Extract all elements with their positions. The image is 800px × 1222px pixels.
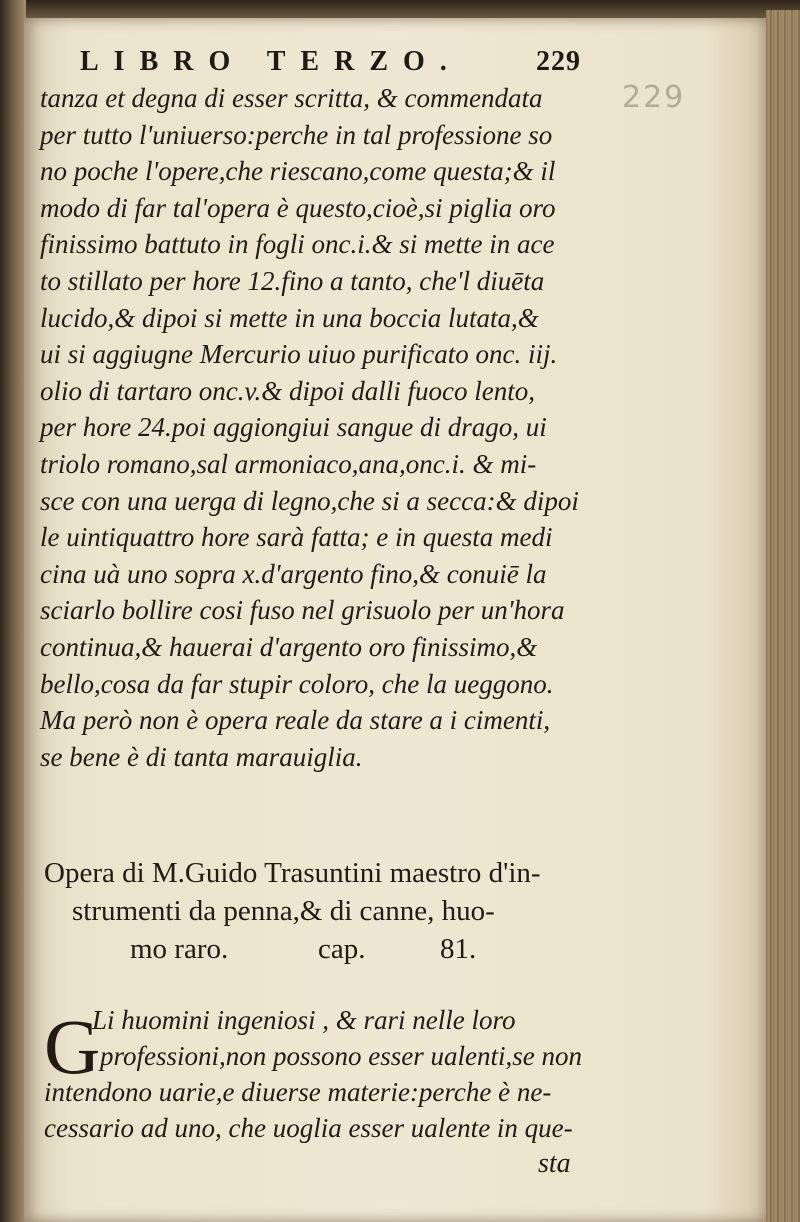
body-line: finissimo battuto in fogli onc.i.& si mette in ace: [40, 229, 555, 260]
body-line: per tutto l'uniuerso:perche in tal professione so: [40, 119, 553, 150]
page-number: 229: [536, 46, 581, 77]
chapter-title-line-3b: cap.: [318, 933, 366, 965]
chapter-body-line-1: Li huomini ingeniosi , & rari nelle loro: [92, 1005, 516, 1035]
catchword: sta: [538, 1148, 571, 1179]
body-line: tanza et degna di esser scritta, & commendata: [40, 83, 543, 113]
body-line: bello,cosa da far stupir coloro, che la ueggono.: [40, 668, 554, 699]
body-line: continua,& hauerai d'argento oro finissimo,&: [40, 632, 538, 662]
chapter-body-line-3: intendono uarie,e diuerse materie:perche è ne-: [44, 1077, 552, 1107]
body-line: Ma però non è opera reale da stare a i cimenti,: [40, 705, 551, 736]
body-line: sce con una uerga di legno,che si a secca:& dipoi: [40, 485, 579, 516]
book-binding-gutter: [0, 0, 26, 1222]
body-line: ui si aggiugne Mercurio uiuo purificato onc. iij.: [40, 339, 558, 370]
scan-top-border: [0, 0, 800, 18]
body-line: no poche l'opere,che riescano,come questa;& il: [40, 156, 556, 187]
body-line: triolo romano,sal armoniaco,ana,onc.i. & mi-: [40, 449, 537, 479]
body-line: lucido,& dipoi si mette in una boccia lutata,&: [40, 302, 539, 333]
body-line: le uintiquattro hore sarà fatta; e in questa medi: [40, 522, 553, 553]
drop-cap: G: [44, 1003, 101, 1090]
body-line: modo di far tal'opera è questo,cioè,si piglia oro: [40, 192, 556, 223]
body-line: per hore 24.poi aggiongiui sangue di drago, ui: [40, 412, 547, 443]
chapter-title-line-3a: mo raro.: [130, 933, 229, 965]
page-edges: [766, 10, 800, 1222]
body-line: cina uà uno sopra x.d'argento fino,& conuiē la: [40, 558, 547, 589]
handwritten-margin-note: 229: [622, 80, 686, 115]
running-header: LIBRO TERZO.: [80, 46, 462, 77]
chapter-title-line-1: Opera di M.Guido Trasuntini maestro d'in-: [44, 857, 541, 889]
chapter-title-line-3c: 81.: [440, 933, 477, 965]
chapter-body-line-4: cessario ad uno, che uoglia esser ualente in que-: [44, 1113, 573, 1143]
chapter-title-line-2: strumenti da penna,& di canne, huo-: [72, 895, 495, 927]
body-line: to stillato per hore 12.fino a tanto, che'l diuēta: [40, 266, 545, 296]
body-line: sciarlo bollire cosi fuso nel grisuolo per un'hora: [40, 595, 565, 626]
body-line: se bene è di tanta marauiglia.: [40, 741, 363, 772]
body-line: olio di tartaro onc.v.& dipoi dalli fuoco lento,: [40, 375, 535, 406]
chapter-body-line-2: professioni,non possono esser ualenti,se non: [100, 1041, 582, 1071]
